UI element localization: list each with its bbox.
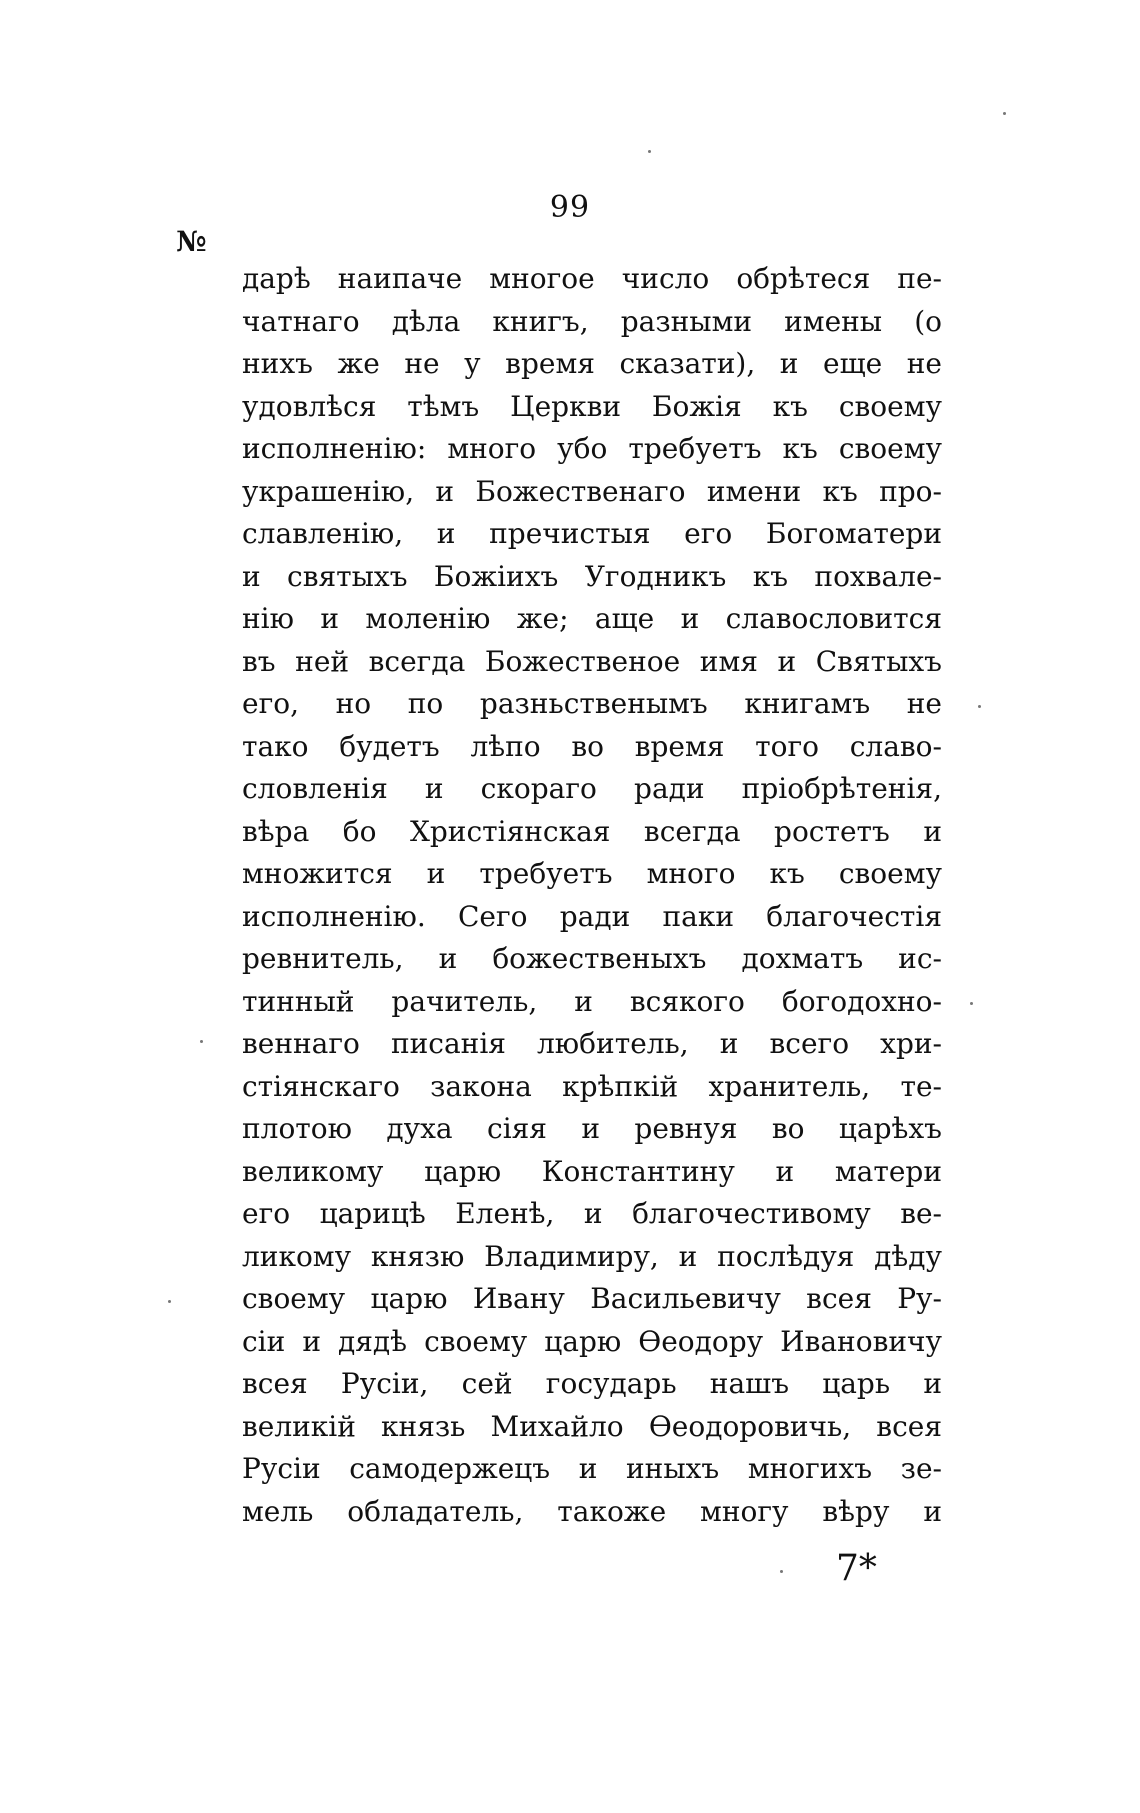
text-line: исполненію: много убо требуетъ къ своему [242, 432, 942, 465]
text-line: своему царю Ивану Васильевичу всея Ру- [242, 1282, 942, 1315]
text-line: удовлѣся тѣмъ Церкви Божія къ своему [242, 389, 942, 423]
text-line: плотою духа сіяя и ревнуя во царѣхъ [242, 1112, 942, 1145]
scan-speck [200, 1040, 203, 1043]
text-line: дарѣ наипаче многое число обрѣтеся пе- [242, 262, 942, 295]
body-text [242, 258, 942, 1533]
scan-speck [1003, 112, 1006, 115]
signature-mark: 7* [836, 1548, 877, 1589]
text-line: его, но по разньственымъ книгамъ не [242, 687, 942, 720]
scan-speck [978, 705, 981, 708]
text-line: множится и требуетъ много къ своему [242, 857, 942, 890]
scan-speck [168, 1300, 171, 1303]
scan-speck [780, 1570, 783, 1573]
text-line: славленію, и пречистыя его Богоматери [242, 517, 942, 550]
text-line: великій князь Михайло Ѳеодоровичь, всея [242, 1409, 942, 1443]
scan-speck [970, 1002, 973, 1005]
scan-speck [648, 150, 651, 153]
text-line: украшенію, и Божественаго имени къ про- [242, 474, 942, 508]
text-line: словленія и скораго ради пріобрѣтенія, [242, 772, 942, 805]
text-line: великому царю Константину и матери [242, 1154, 942, 1188]
text-line: ревнитель, и божественыхъ дохматъ ис- [242, 942, 942, 975]
text-line: его царицѣ Еленѣ, и благочестивому ве- [242, 1197, 942, 1230]
text-line: исполненію. Сего ради паки благочестія [242, 899, 942, 933]
text-line: Русіи самодержецъ и иныхъ многихъ зе- [242, 1452, 942, 1485]
text-line: сіи и дядѣ своему царю Ѳеодору Ивановичу [242, 1324, 942, 1358]
text-line: въ ней всегда Божественое имя и Святыхъ [242, 644, 942, 678]
text-line: чатнаго дѣла книгъ, разными имены (о [242, 304, 942, 338]
text-line: нихъ же не у время сказати), и еще не [242, 347, 942, 380]
text-line: тинный рачитель, и всякого богодохно- [242, 984, 942, 1018]
text-line: стіянскаго закона крѣпкій хранитель, те- [242, 1069, 942, 1103]
text-line: и святыхъ Божіихъ Угодникъ къ похвале- [242, 559, 942, 593]
text-line: всея Русіи, сей государь нашъ царь и [242, 1367, 942, 1400]
text-line: нію и моленію же; аще и славословится [242, 602, 942, 635]
text-line: вѣра бо Христіянская всегда ростетъ и [242, 814, 942, 848]
issue-mark: № [176, 225, 207, 258]
text-line: тако будетъ лѣпо во время того славо- [242, 729, 942, 763]
page-number: 99 [549, 190, 591, 225]
text-line: мель обладатель, такоже многу вѣру и [242, 1494, 942, 1528]
text-line: веннаго писанія любитель, и всего хри- [242, 1027, 942, 1060]
text-line: ликому князю Владимиру, и послѣдуя дѣду [242, 1239, 942, 1273]
